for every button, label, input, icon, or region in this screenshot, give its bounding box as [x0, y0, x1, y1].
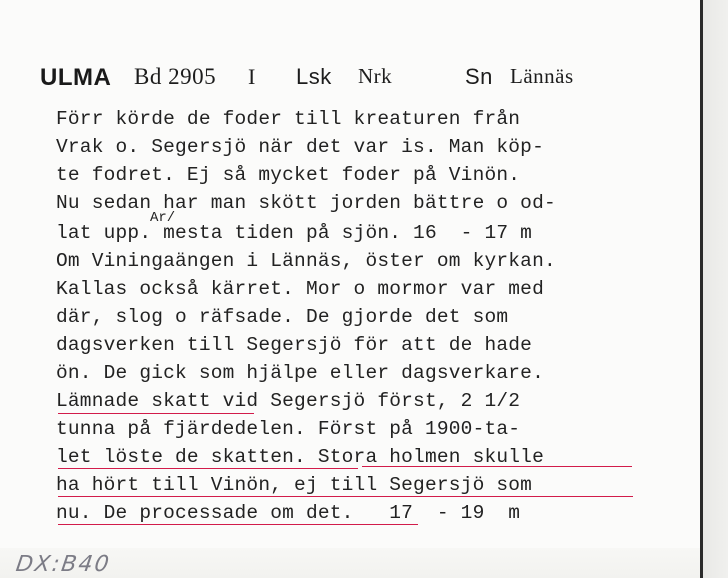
- body-line: tunna på fjärdedelen. Först på 1900-ta-: [56, 418, 521, 440]
- body-line: Kallas också kärret. Mor o mormor var med: [56, 278, 544, 300]
- body-line: nu. De processade om det. 17 - 19 m: [56, 502, 521, 524]
- card-edge: [700, 0, 728, 578]
- red-underline: [58, 496, 633, 497]
- red-underline: [58, 468, 358, 469]
- body-line: Förr körde de foder till kreaturen från: [56, 108, 521, 130]
- red-underline: [58, 413, 254, 414]
- parish-name: Lännäs: [510, 64, 574, 88]
- body-line: där, slog o räfsade. De gjorde det som: [56, 306, 509, 328]
- red-underline: [58, 524, 418, 525]
- body-line: Lämnade skatt vid Segersjö först, 2 1/2: [56, 390, 521, 412]
- body-line: Vrak o. Segersjö när det var is. Man köp-: [56, 136, 544, 158]
- province-label: Lsk: [296, 64, 332, 89]
- body-line: lat upp. mesta tiden på sjön. 16 - 17 m: [56, 222, 533, 244]
- body-line: ha hört till Vinön, ej till Segersjö som: [56, 474, 533, 496]
- volume-number: Bd 2905: [134, 64, 217, 89]
- body-line: te fodret. Ej så mycket foder på Vinön.: [56, 164, 521, 186]
- typed-insertion: Ar/: [150, 210, 176, 226]
- part-number: I: [248, 64, 256, 89]
- archive-name: ULMA: [40, 64, 112, 91]
- body-line: Om Viningaängen i Lännäs, öster om kyrkan.: [56, 250, 556, 272]
- county-label: Nrk: [358, 64, 393, 88]
- body-line: ön. De gick som hjälpe eller dagsverkare.: [56, 362, 544, 384]
- pencil-margin-note: DX:B40: [14, 552, 113, 577]
- body-line: dagsverken till Segersjö för att de hade: [56, 334, 533, 356]
- red-underline: [362, 466, 632, 467]
- body-line: let löste de skatten. Stora holmen skulle: [56, 446, 544, 468]
- body-line: Nu sedan har man skött jorden bättre o od-: [56, 192, 556, 214]
- parish-label: Sn: [465, 64, 493, 89]
